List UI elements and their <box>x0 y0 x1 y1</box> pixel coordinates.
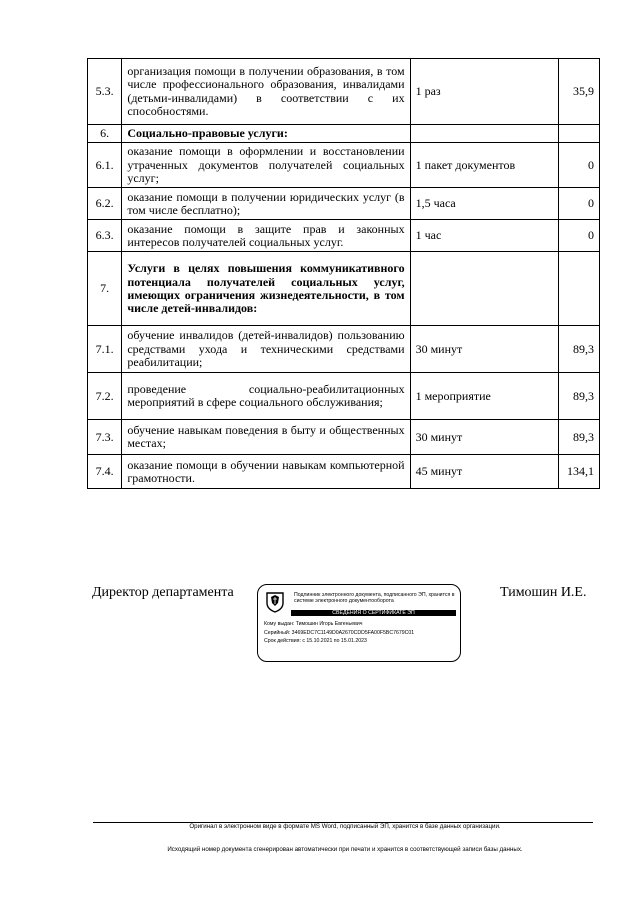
service-volume: 30 минут <box>410 326 559 373</box>
footer-original-note: Оригинал в электронном виде в формате MS Word, подписанный ЭП, хранится в базе данных организации. <box>189 823 501 830</box>
service-volume <box>410 252 559 326</box>
service-price: 0 <box>559 143 600 188</box>
section-header-row <box>88 252 600 326</box>
e-signature-stamp <box>257 584 461 662</box>
table-row <box>88 455 600 489</box>
service-price <box>559 252 600 326</box>
service-volume: 1,5 часа <box>410 188 559 220</box>
service-name: оказание помощи в получении юридических услуг (в том числе бесплатно); <box>122 188 410 220</box>
table-row <box>88 188 600 220</box>
row-number: 7.1. <box>88 326 122 373</box>
service-volume: 1 раз <box>410 59 559 125</box>
service-volume: 45 минут <box>410 455 559 489</box>
stamp-details <box>264 620 456 646</box>
service-name: проведение социально-реабилитационных мероприятий в сфере социального обслуживания; <box>122 373 410 420</box>
table-row <box>88 143 600 188</box>
service-volume: 1 пакет документов <box>410 143 559 188</box>
certificate-owner: Кому выдан: Тимошин Игорь Евгеньевич <box>264 621 363 627</box>
row-number: 6.3. <box>88 220 122 252</box>
service-price <box>559 125 600 143</box>
service-volume: 1 мероприятие <box>410 373 559 420</box>
service-volume: 30 минут <box>410 420 559 455</box>
services-table <box>87 58 600 489</box>
signatory-position: Директор департамента <box>92 585 234 600</box>
service-name: оказание помощи в обучении навыкам компьютерной грамотности. <box>122 455 410 489</box>
row-number: 5.3. <box>88 59 122 125</box>
row-number: 7.3. <box>88 420 122 455</box>
section-header-row <box>88 125 600 143</box>
row-number: 6.2. <box>88 188 122 220</box>
service-price: 89,3 <box>559 326 600 373</box>
service-name: организация помощи в получении образования, в том числе профессионального образования, инвалидами (детьми-инвалидами) в соответствии с их способностями. <box>122 59 410 125</box>
stamp-header: СВЕДЕНИЯ О СЕРТИФИКАТЕ ЭП <box>291 610 456 616</box>
table-row <box>88 59 600 125</box>
service-price: 134,1 <box>559 455 600 489</box>
certificate-serial: Серийный: 3469EDC7C1149D0A2670CDD5FA00F5BC7679C01 <box>264 629 415 636</box>
footer-number-note: Исходящий номер документа сгенерирован автоматически при печати и хранится в соответствующей записи базы данных. <box>167 846 523 853</box>
service-price: 35,9 <box>559 59 600 125</box>
row-number: 7.2. <box>88 373 122 420</box>
row-number: 7. <box>88 252 122 326</box>
coat-of-arms-icon <box>264 591 286 613</box>
service-price: 89,3 <box>559 373 600 420</box>
service-name: оказание помощи в защите прав и законных интересов получателей социальных услуг. <box>122 220 410 252</box>
table-row <box>88 326 600 373</box>
services-table-body <box>88 59 600 489</box>
stamp-notice: Подлинник электронного документа, подписанного ЭП, хранится в системе электронного документооборота <box>294 592 455 605</box>
row-number: 7.4. <box>88 455 122 489</box>
service-price: 0 <box>559 188 600 220</box>
certificate-validity: Срок действия: с 15.10.2021 по 15.01.2023 <box>264 638 367 645</box>
section-title: Услуги в целях повышения коммуникативного потенциала получателей социальных услуг, имеющих ограничения жизнедеятельности, в том числе детей-инвалидов: <box>122 252 410 326</box>
service-price: 89,3 <box>559 420 600 455</box>
table-row <box>88 220 600 252</box>
service-price: 0 <box>559 220 600 252</box>
table-row <box>88 373 600 420</box>
row-number: 6.1. <box>88 143 122 188</box>
service-name: обучение инвалидов (детей-инвалидов) пользованию средствами ухода и техническими средствами реабилитации; <box>122 326 410 373</box>
service-volume: 1 час <box>410 220 559 252</box>
table-row <box>88 420 600 455</box>
section-title: Социально-правовые услуги: <box>122 125 410 143</box>
signatory-name: Тимошин И.Е. <box>500 585 587 600</box>
service-name: обучение навыкам поведения в быту и общественных местах; <box>122 420 410 455</box>
service-name: оказание помощи в оформлении и восстановлении утраченных документов получателей социальных услуг; <box>122 143 410 188</box>
service-volume <box>410 125 559 143</box>
row-number: 6. <box>88 125 122 143</box>
